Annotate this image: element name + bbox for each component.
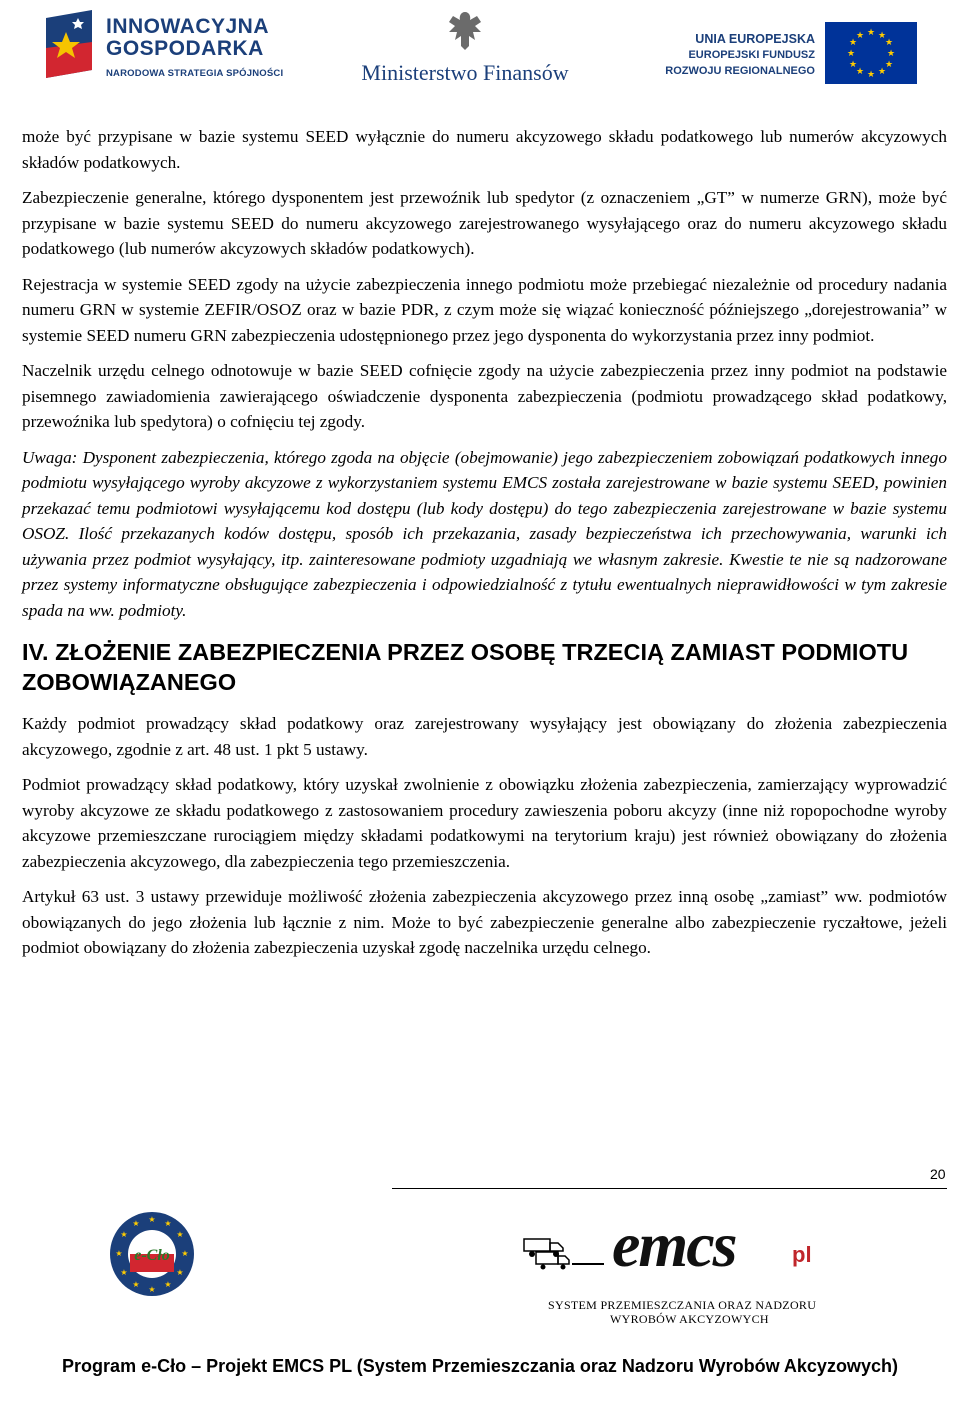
ministerstwo-finansow-logo	[340, 8, 590, 88]
page-footer: Program e-Cło – Projekt EMCS PL (System Przemieszczania oraz Nadzoru Wyrobów Akcyzowych)	[62, 1356, 898, 1376]
svg-text:★: ★	[132, 1219, 140, 1228]
page-number: 20	[930, 1166, 946, 1182]
logo-line-1: INNOWACYJNA	[106, 15, 270, 38]
svg-text:★: ★	[866, 28, 876, 38]
svg-text:★: ★	[164, 1219, 172, 1228]
innowacyjna-gospodarka-logo	[42, 8, 292, 84]
svg-text:★: ★	[886, 49, 896, 59]
paragraph-1: może być przypisane w bazie systemu SEED wyłącznie do numeru akcyzowego składu podatkowego lub numerów akcyzowych składów podatkowych.	[22, 127, 947, 172]
svg-text:★: ★	[848, 60, 858, 70]
svg-text:★: ★	[884, 38, 894, 48]
svg-text:★: ★	[148, 1285, 156, 1294]
note-paragraph: Uwaga: Dysponent zabezpieczenia, którego zgoda na objęcie (obejmowanie) jego zabezpieczeniem zobowiązań podatkowych innego podmiotu wysyłającego wyroby akcyzowe z wykorzystaniem systemu EMCS została zarejestrowane w bazie systemu SEED, powinien przekazać temu podmiotowi wysyłającemu kod dostępu (lub kody dostępu) do tego zabezpieczenia zarejestrowane w bazie systemu OSOZ. Ilość przekazanych kodów dostępu, sposób ich przekazania, zasady bezpieczeństwa ich przechowywania, warunki ich używania przez podmiot wysyłający, itp. zainteresowane podmioty uzgadniają we własnym zakresie. Kwestie te nie są nadzorowane przez systemy informatyczne obsługujące zabezpieczenia i odpowiedzialność z tytułu ewentualnych nieprawidłowości w tym zakresie spada na ww. podmioty.	[22, 447, 947, 620]
emcs-pl-logo	[522, 1208, 852, 1288]
truck-line-icon	[534, 1248, 604, 1276]
system-name-line-2: WYROBÓW AKCYZOWYCH	[610, 1312, 769, 1326]
svg-text:★: ★	[884, 60, 894, 70]
svg-text:★: ★	[877, 67, 887, 77]
paragraph-4: Naczelnik urzędu celnego odnotowuje w bazie SEED cofnięcie zgody na użycie zabezpieczenia przez inny podmiot na podstawie pisemnego zawiadomienia zawierającego oświadczenie dysponenta zabezpieczenia (podmiotu prowadzącego skład podatkowy, przewoźnika lub spedytora) o cofnięciu tej zgody.	[22, 361, 947, 431]
document-body	[22, 124, 947, 971]
logo-line-2: GOSPODARKA	[106, 37, 264, 60]
svg-text:★: ★	[855, 31, 865, 41]
svg-text:★: ★	[181, 1249, 189, 1258]
svg-text:★: ★	[176, 1230, 184, 1239]
emcs-word: emcs	[612, 1209, 736, 1280]
logo-line-3: NARODOWA STRATEGIA SPÓJNOŚCI	[106, 68, 284, 79]
svg-text:★: ★	[132, 1280, 140, 1289]
eu-line-1: UNIA EUROPEJSKA	[695, 32, 815, 46]
innovation-flag-icon	[42, 8, 100, 80]
ministry-name: Ministerstwo Finansów	[361, 60, 569, 85]
svg-text:★: ★	[855, 67, 865, 77]
e-clo-logo	[108, 1210, 196, 1298]
svg-text:★: ★	[877, 31, 887, 41]
paragraph-6: Każdy podmiot prowadzący skład podatkowy oraz zarejestrowany wysyłający jest obowiązany do złożenia zabezpieczenia akcyzowego, zgodnie z art. 48 ust. 1 pkt 5 ustawy.	[22, 714, 947, 759]
paragraph-3: Rejestracja w systemie SEED zgody na użycie zabezpieczenia innego podmiotu może przebiegać niezależnie od procedury nadania numeru GRN w systemie ZEFIR/OSOZ oraz w bazie PDR, z czym może się wiązać konieczność późniejszego „dorejestrowania” w systemie SEED numeru GRN zabezpieczenia udostępnionego przez jego dysponenta do wykorzystania przez inny podmiot.	[22, 274, 947, 345]
emcs-pl-suffix: pl	[792, 1242, 812, 1267]
polish-eagle-icon	[445, 8, 485, 54]
page-divider	[392, 1188, 947, 1189]
svg-text:★: ★	[148, 1215, 156, 1224]
paragraph-2: Zabezpieczenie generalne, którego dysponentem jest przewoźnik lub spedytor (z oznaczeniem „GT” w numerze GRN), może być przypisane w bazie systemu SEED do numeru akcyzowego zarejestrowanego wysyłającego oraz do numeru akcyzowego składu podatkowego (lub numerów akcyzowych składów podatkowych).	[22, 188, 947, 258]
paragraph-8: Artykuł 63 ust. 3 ustawy przewiduje możliwość złożenia zabezpieczenia akcyzowego przez inną osobę „zamiast” ww. podmiotów obowiązanych do jego złożenia lub łącznie z nim. Może to być zabezpieczenie generalne albo zabezpieczenie ryczałtowe, jeżeli podmiot obowiązany do złożenia zabezpieczenia uzyskał zgodę naczelnika urzędu celnego.	[22, 887, 947, 957]
eu-fund-logo	[655, 22, 920, 84]
page-header	[0, 0, 960, 96]
svg-text:★: ★	[115, 1249, 123, 1258]
svg-text:★: ★	[120, 1268, 128, 1277]
svg-text:★: ★	[866, 70, 876, 80]
eu-line-3: ROZWOJU REGIONALNEGO	[665, 65, 815, 77]
paragraph-7: Podmiot prowadzący skład podatkowy, który uzyskał zwolnienie z obowiązku złożenia zabezpieczenia, zamierzający wyprowadzić wyroby akcyzowe ze składu podatkowego z zastosowaniem procedury zawieszenia poboru akcyzy (inne niż ropopochodne wyroby akcyzowe przemieszczane rurociągiem między składami podatkowymi na terytorium kraju) jest również obowiązany do złożenia zabezpieczenia akcyzowego, dla zabezpieczenia tego przemieszczenia.	[22, 775, 947, 871]
eu-line-2: EUROPEJSKI FUNDUSZ	[688, 49, 815, 61]
section-heading: IV. ZŁOŻENIE ZABEZPIECZENIA PRZEZ OSOBĘ TRZECIĄ ZAMIAST PODMIOTU ZOBOWIĄZANEGO	[22, 639, 909, 695]
svg-text:★: ★	[846, 49, 856, 59]
e-clo-text: e-Cło	[134, 1247, 170, 1264]
system-name-line-1: SYSTEM PRZEMIESZCZANIA ORAZ NADZORU	[548, 1298, 817, 1312]
svg-text:★: ★	[120, 1230, 128, 1239]
eu-flag-icon	[825, 22, 917, 84]
svg-text:★: ★	[848, 38, 858, 48]
svg-text:★: ★	[176, 1268, 184, 1277]
svg-text:★: ★	[164, 1280, 172, 1289]
